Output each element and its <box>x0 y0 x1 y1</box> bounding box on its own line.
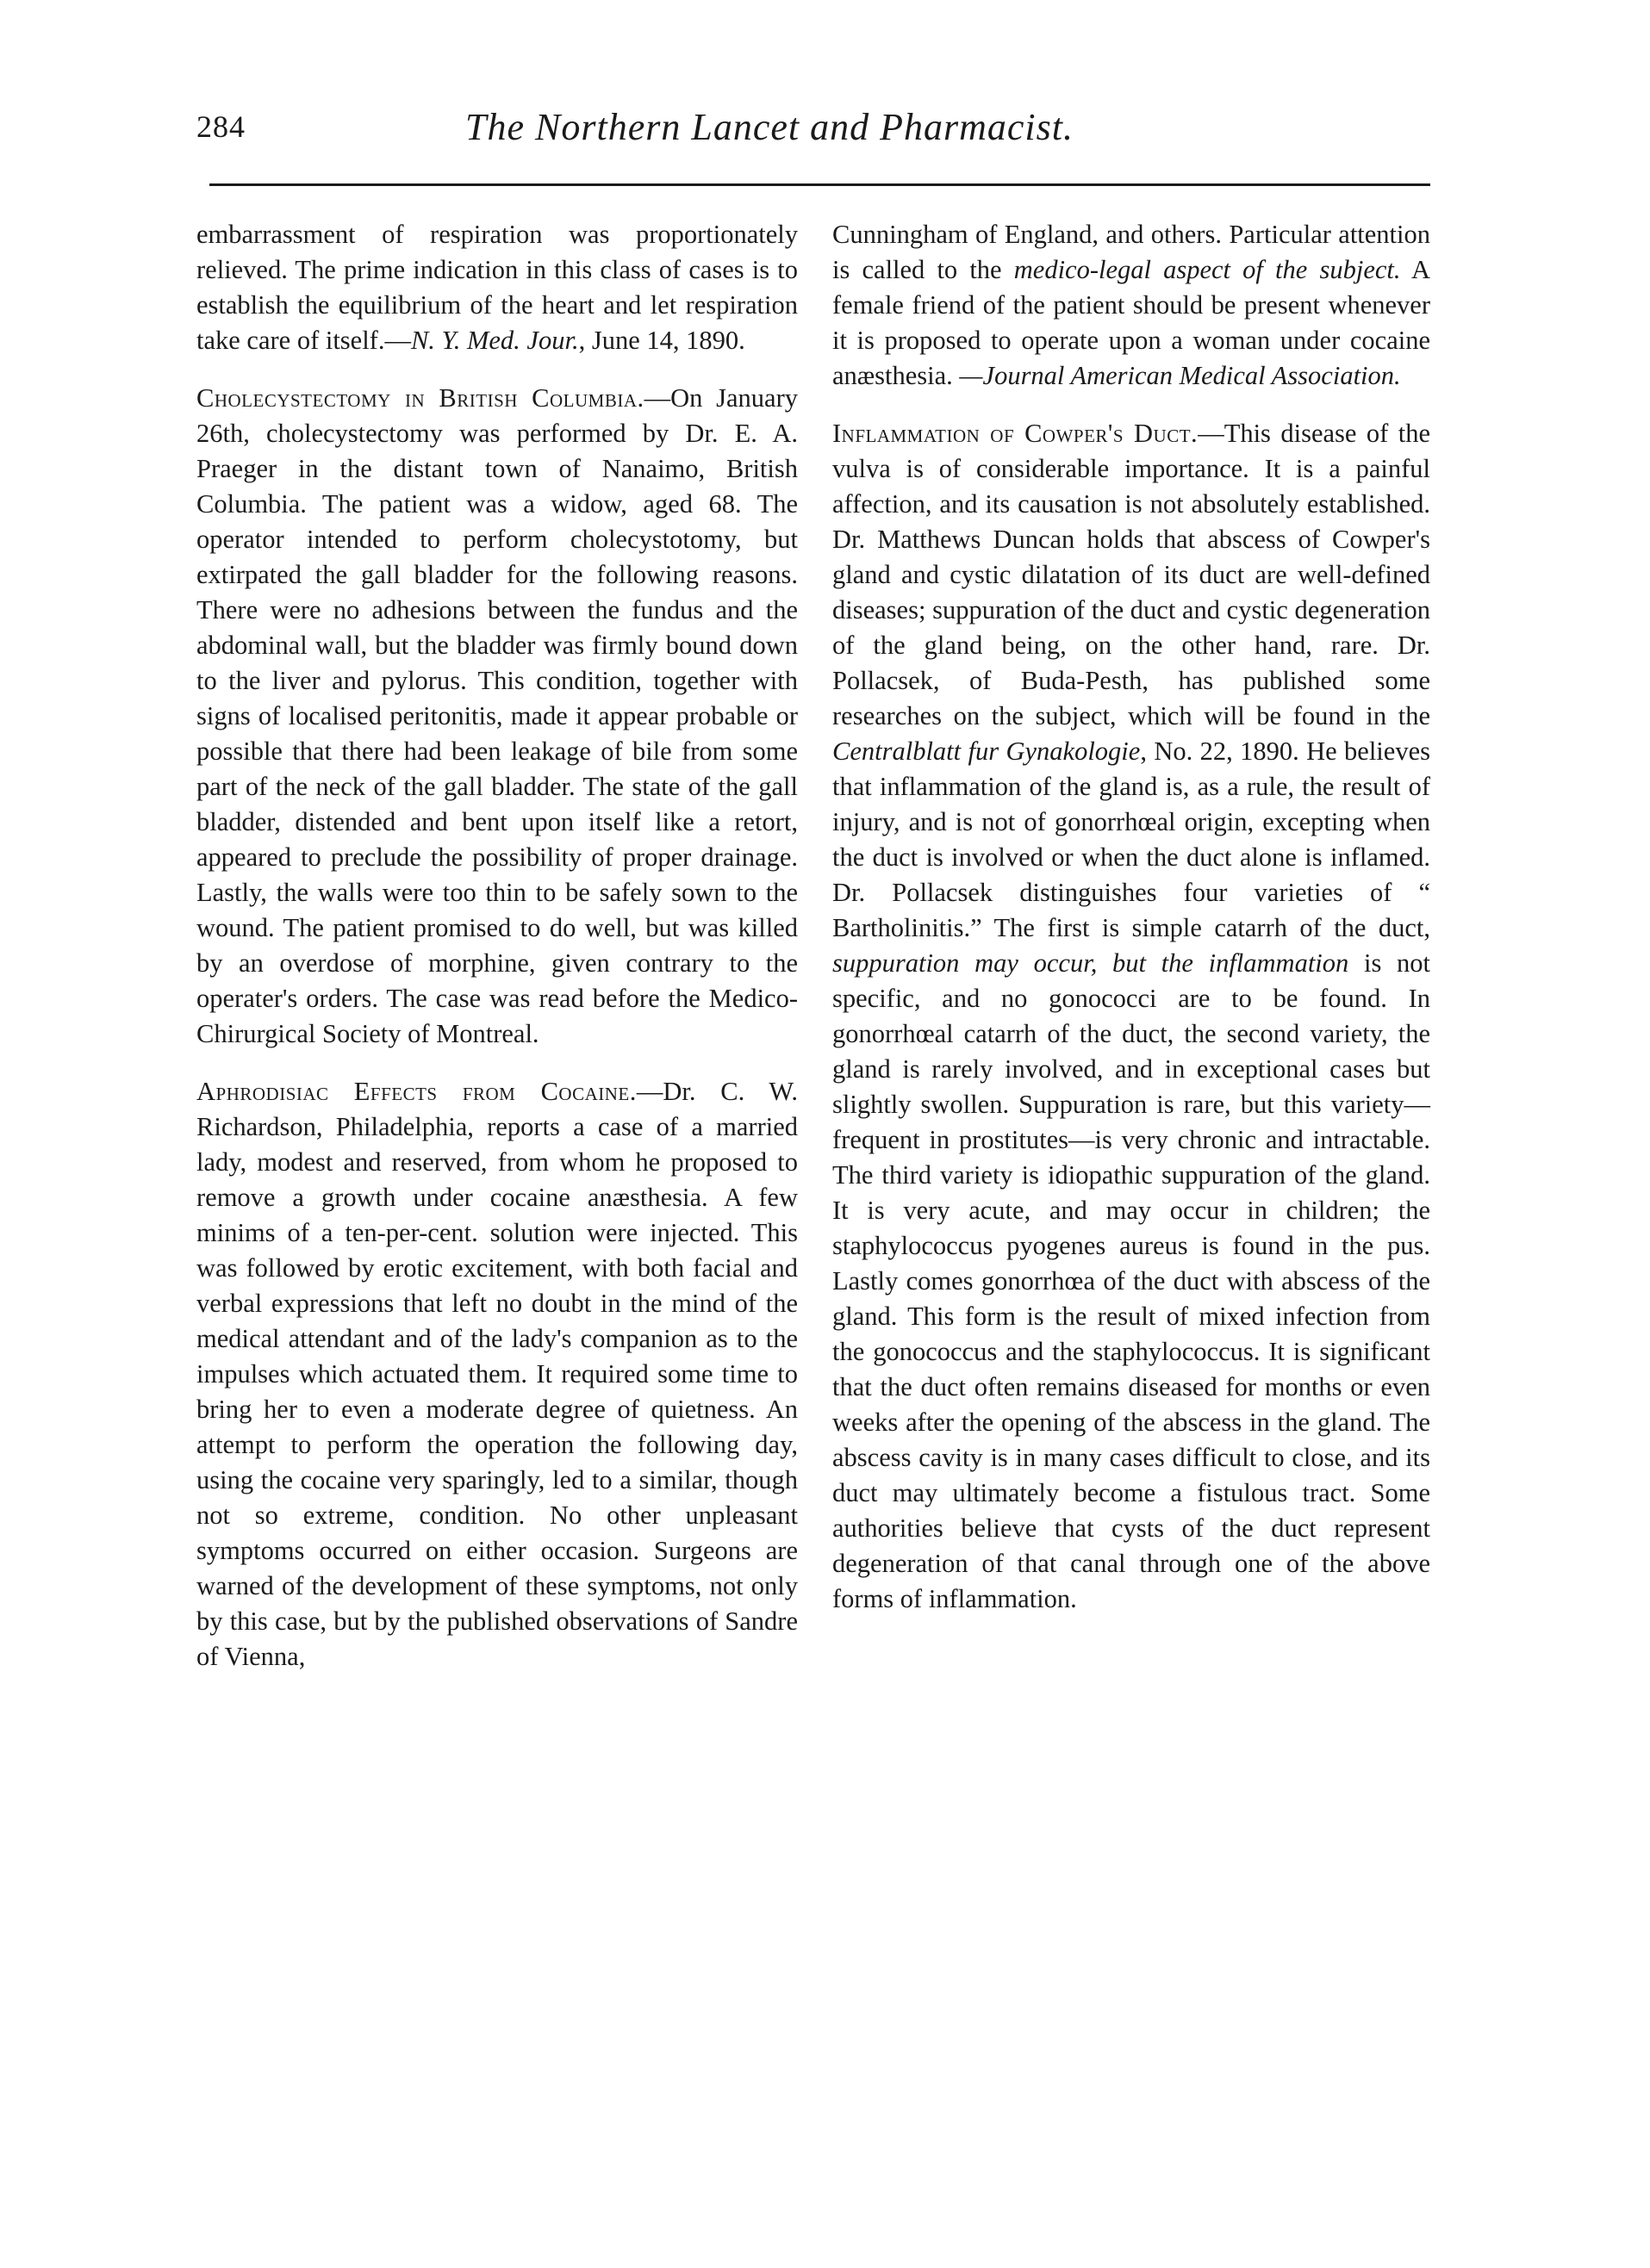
paragraph-text: Cunningham of England, and others. Particular attention is called to the <box>832 220 1430 284</box>
left-paragraph-1 <box>196 217 798 358</box>
paragraph-text: is not specific, and no gonococci are to be found. In gonorrhœal catarrh of the duct, the second variety, the gland is rarely involved, and in exceptional cases but slightly swollen. Suppuration is rare, but this variety—frequent in prostitutes—is very chronic and intractable. The third variety is idiopathic suppuration of the gland. It is very acute, and may occur in children; the staphylococcus pyogenes aureus is found in the pus. Lastly comes gonorrhœa of the duct with abscess of the gland. This form is the result of mixed infection from the gonococcus and the staphylococcus. It is significant that the duct often remains diseased for months or even weeks after the opening of the abscess in the gland. The abscess cavity is in many cases difficult to close, and its duct may ultimately become a fistulous tract. Some authorities believe that cysts of the duct represent degeneration of that canal through one of the above forms of inflammation. <box>832 948 1430 1613</box>
running-title: The Northern Lancet and Pharmacist. <box>465 106 1074 148</box>
paragraph-text: —Dr. C. W. Richardson, Philadelphia, reports a case of a married lady, modest and reserved, from whom he proposed to remove a growth under cocaine anæsthesia. A few minims of a ten-per-cent. solution were injected. This was followed by erotic excitement, with both facial and verbal expressions that left no doubt in the mind of the medical attendant and of the lady's companion as to the impulses which actuated them. It required some time to bring her to even a moderate degree of quietness. An attempt to perform the operation the following day, using the cocaine very sparingly, led to a similar, though not so extreme, condition. No other unpleasant symptoms occurred on either occasion. Surgeons are warned of the development of these symptoms, not only by this case, but by the published observations of Sandre of Vienna, <box>196 1077 799 1671</box>
journal-title: Centralblatt fur Gynakologie <box>832 736 1141 766</box>
paragraph-text: A female friend of the patient should be present whenever it is proposed to operate upon a woman under cocaine anæsthesia. <box>832 255 1430 390</box>
page-number: 284 <box>196 109 246 144</box>
italic-phrase: medico-legal aspect of the subject. <box>1013 255 1401 284</box>
paragraph-text: , No. 22, 1890. He believes that inflammation of the gland is, as a rule, the result of injury, and is not of gonorrhœal origin, excepting when the duct is involved or when the duct alone is inflamed. Dr. Pollacsek distinguishes four varieties of “ Bartholinitis.” The first is simple catarrh of the duct, <box>832 736 1430 942</box>
section-lead: Inflammation of Cowper's Duct. <box>832 419 1199 448</box>
left-paragraph-2 <box>196 381 798 1052</box>
header-rule <box>209 183 1430 186</box>
right-paragraph-2 <box>832 416 1430 1617</box>
left-column <box>196 217 798 1697</box>
section-lead: Cholecystectomy in British Columbia. <box>196 383 644 413</box>
right-paragraph-1 <box>832 217 1430 394</box>
italic-phrase: suppuration may occur, but the inflammation <box>832 948 1349 978</box>
paragraph-text: embarrassment of respiration was proportionately relieved. The prime indication in this class of cases is to establish the equilibrium of the heart and let respiration take care of itself.— <box>196 220 798 355</box>
left-paragraph-3 <box>196 1074 798 1675</box>
citation: —Journal American Medical Association. <box>959 361 1401 390</box>
citation: N. Y. Med. Jour. <box>410 326 579 355</box>
paragraph-text: —On January 26th, cholecystectomy was performed by Dr. E. A. Praeger in the distant town of Nanaimo, British Columbia. The patient was a widow, aged 68. The operator intended to perform cholecystotomy, but extirpated the gall bladder for the following reasons. There were no adhesions between the fundus and the abdominal wall, but the bladder was firmly bound down to the liver and pylorus. This condition, together with signs of localised peritonitis, made it appear probable or possible that there had been leakage of bile from some part of the neck of the gall bladder. The state of the gall bladder, distended and bent upon itself like a retort, appeared to preclude the possibility of proper drainage. Lastly, the walls were too thin to be safely sown to the wound. The patient promised to do well, but was killed by an overdose of morphine, given contrary to the operater's orders. The case was read before the Medico-Chirurgical Society of Montreal. <box>196 383 798 1048</box>
section-lead: Aphrodisiac Effects from Cocaine. <box>196 1077 637 1106</box>
right-column <box>832 217 1430 1639</box>
citation-date: , June 14, 1890. <box>578 326 745 355</box>
paragraph-text: —This disease of the vulva is of considerable importance. It is a painful affection, and its causation is not absolutely established. Dr. Matthews Duncan holds that abscess of Cowper's gland and cystic dilatation of its duct are well-defined diseases; suppuration of the duct and cystic degeneration of the gland being, on the other hand, rare. Dr. Pollacsek, of Buda-Pesth, has published some researches on the subject, which will be found in the <box>832 419 1430 730</box>
